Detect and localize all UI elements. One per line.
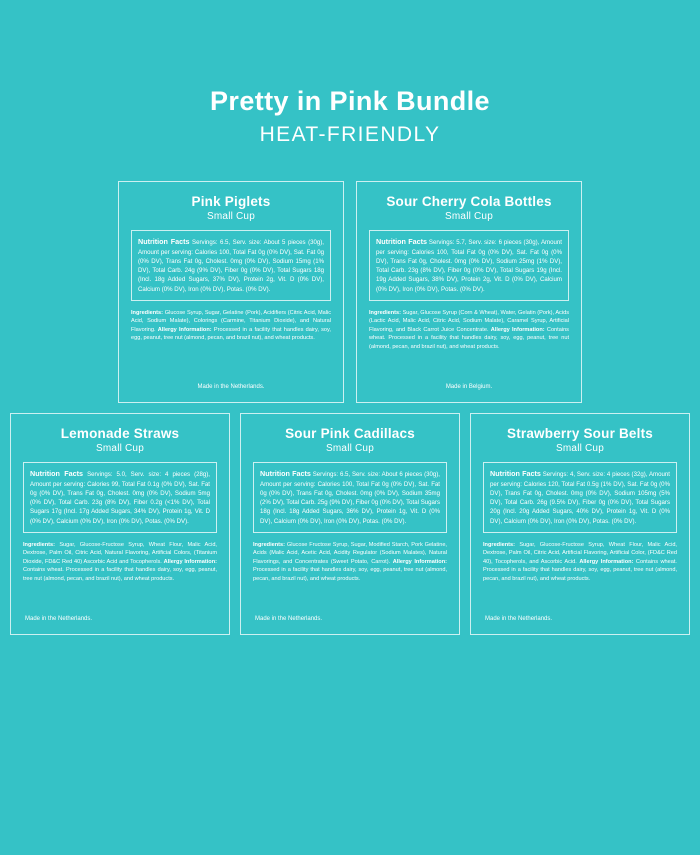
ingredients-text: Sugar, Glucose Syrup (Corn & Wheat), Water, Gelatin (Pork), Acids (Lactic Acid, Malic Acid, Citric Acid, Sodium Malate), Caramel Syrup, Artificial Flavoring, and Black Carrot Juice Concentrate. bbox=[369, 309, 570, 333]
ingredients-block bbox=[369, 309, 569, 352]
ingredients-text: Sugar, Glucose-Fructose Syrup, Wheat Flour, Malic Acid, Dextrose, Palm Oil, Citric Acid, Artificial Flavoring, Artificial Color, (FD&C Red 40), Tocopherols, and Ascorbic Acid. bbox=[483, 541, 677, 565]
product-size: Small Cup bbox=[556, 443, 604, 455]
ingredients-label: Ingredients: bbox=[253, 541, 286, 548]
product-card-grid bbox=[0, 181, 700, 635]
nutrition-facts-text: Servings: 5.7, Serv. size: 6 pieces (30g), Amount per serving: Calories 100, Total Fat 0g (0% DV), Sat. Fat 0g (0% DV), Trans Fat 0g, Cholest. 0mg (0% DV), Sodium 25mg (1% DV), Total Carb. 23g (8% DV), Fiber 0g (0% DV), Total Sugars 19g (Incl. 19g Added Sugars, 38% DV), Protein 2g, Vit. D (0% DV), Calcium (0% DV), Iron (0% DV), Potas. (0% DV). bbox=[376, 239, 562, 293]
nutrition-facts-box bbox=[131, 230, 331, 301]
ingredients-text: Sugar, Glucose-Fructose Syrup, Wheat Flour, Malic Acid, Dextrose, Palm Oil, Citric Acid, Natural Flavoring, Artificial Colors, (Titanium Dioxide, FD&C Red 40) Ascorbic Acid and Tocopherols. bbox=[23, 541, 217, 565]
product-card-pink-piglets bbox=[118, 181, 344, 403]
allergy-text: Processed in a facility that handles dairy, soy, egg, peanut, tree nut (almond, pecan, and brazil nut), and wheat products. bbox=[253, 567, 447, 582]
product-size: Small Cup bbox=[326, 443, 374, 455]
allergy-text: Contains wheat. Processed in a facility that handles dairy, soy, egg, peanut, tree nut (almond, pecan, and brazil nut), and wheat products. bbox=[369, 326, 569, 350]
allergy-text: Contains wheat. Processed in a facility that handles dairy, soy, egg, peanut, tree nut (almond, pecan, and brazil nut), and wheat products. bbox=[483, 558, 677, 582]
nutrition-facts-label: Nutrition Facts bbox=[138, 237, 190, 247]
allergy-label: Allergy Information: bbox=[157, 326, 212, 333]
ingredients-label: Ingredients: bbox=[23, 541, 56, 548]
nutrition-facts-label: Nutrition Facts bbox=[376, 237, 427, 247]
allergy-label: Allergy Information: bbox=[579, 558, 634, 565]
nutrition-facts-text: Servings: 5.0, Serv. size: 4 pieces (28g), Amount per serving: Calories 99, Total Fat 0.1g (0% DV), Sat. Fat 0g (0% DV), Trans Fat 0g, Cholest. 0mg (0% DV), Sodium 5mg (0% DV), Total Carb. 23g (8% DV), Fiber 0.2g (<1% DV), Total Sugars 17g (Incl. 17g Added Sugars, 34% DV), Protein 1g, Vit. D (0% DV), Calcium (0% DV), Iron (0% DV), Potas. (0% DV). bbox=[30, 471, 210, 525]
nutrition-facts-label: Nutrition Facts bbox=[490, 469, 541, 479]
ingredients-block bbox=[253, 541, 447, 584]
page-header bbox=[0, 0, 700, 147]
made-in-text: Made in Belgium. bbox=[445, 384, 493, 390]
nutrition-facts-box bbox=[369, 230, 569, 301]
product-name: Lemonade Straws bbox=[60, 426, 180, 441]
allergy-text: Contains wheat. Processed in a facility that handles dairy, soy, egg, peanut, tree nut (almond, pecan, and brazil nut), and wheat products. bbox=[23, 567, 217, 582]
card-row-top bbox=[0, 181, 700, 403]
product-card-sour-cherry-cola-bottles bbox=[356, 181, 582, 403]
made-in-text: Made in the Netherlands. bbox=[197, 384, 265, 390]
ingredients-text: Glucose Syrup, Sugar, Gelatine (Pork), Acidifiers (Citric Acid, Malic Acid, Sodium Malate), Colorings (Carmine, Titanium Dioxide), and Natural Flavoring. bbox=[131, 309, 332, 333]
made-in-text: Made in the Netherlands. bbox=[25, 616, 93, 622]
nutrition-facts-box bbox=[253, 462, 447, 533]
ingredients-label: Ingredients: bbox=[483, 541, 516, 548]
product-name: Sour Pink Cadillacs bbox=[285, 426, 415, 441]
page-subtitle: HEAT-FRIENDLY bbox=[259, 123, 441, 146]
product-card-sour-pink-cadillacs bbox=[240, 413, 460, 635]
nutrition-facts-text: Servings: 4, Serv. size: 4 pieces (32g), Amount per serving: Calories 120, Total Fat 0.5g (1% DV), Sat. Fat 0g (0% DV), Trans Fat 0g, Cholest. 0mg (0% DV), Sodium 105mg (5% DV), Total Carb. 26g (9.5% DV), Fiber 0g (0% DV), Total Sugars 20g (Incl. 20g Added Sugars, 40% DV), Protein 1g, Vit. D (0% DV), Calcium (0% DV), Iron (0% DV), Potas. (0% DV). bbox=[490, 471, 670, 525]
nutrition-facts-box bbox=[23, 462, 217, 533]
nutrition-facts-label: Nutrition Facts bbox=[260, 469, 311, 479]
made-in-text: Made in the Netherlands. bbox=[485, 616, 553, 622]
ingredients-block bbox=[131, 309, 331, 343]
allergy-label: Allergy Information: bbox=[490, 326, 545, 333]
nutrition-facts-box bbox=[483, 462, 677, 533]
product-name: Pink Piglets bbox=[191, 194, 271, 209]
ingredients-text: Glucose Fructose Syrup, Sugar, Modified Starch, Pork Gelatine, Acids (Malic Acid, Acetic Acid, Acidity Regulator (Sodium Malates), Natural Flavorings, and Concentrates (Sweet Potato, Carrot). bbox=[253, 541, 447, 565]
made-in-text: Made in the Netherlands. bbox=[255, 616, 323, 622]
card-row-bottom bbox=[0, 413, 700, 635]
ingredients-block bbox=[23, 541, 217, 584]
product-size: Small Cup bbox=[207, 211, 255, 223]
page-title: Pretty in Pink Bundle bbox=[210, 86, 490, 116]
ingredients-label: Ingredients: bbox=[369, 309, 402, 316]
product-name: Strawberry Sour Belts bbox=[507, 426, 653, 441]
ingredients-block bbox=[483, 541, 677, 584]
allergy-label: Allergy Information: bbox=[163, 558, 217, 565]
product-name: Sour Cherry Cola Bottles bbox=[386, 194, 552, 209]
product-size: Small Cup bbox=[96, 443, 144, 455]
allergy-label: Allergy Information: bbox=[392, 558, 447, 565]
allergy-text: Processed in a facility that handles dairy, soy, egg, peanut, tree nut (almond, pecan, and brazil nut), and wheat products. bbox=[131, 326, 331, 342]
product-size: Small Cup bbox=[445, 211, 493, 223]
nutrition-facts-text: Servings: 6.5, Serv. size: About 6 pieces (30g), Amount per serving: Calories 100, Total Fat 0g (0% DV), Sat. Fat 0g (0% DV), Trans Fat 0g, Cholest. 0mg (0% DV), Sodium 35mg (2% DV), Total Carb. 25g (9% DV), Fiber 0g (0% DV), Total Sugars 18g (Incl. 18g Added Sugars, 36% DV), Protein 1g, Vit. D (0% DV), Calcium (0% DV), Iron (0% DV), Potas. (0% DV). bbox=[260, 471, 440, 525]
product-card-strawberry-sour-belts bbox=[470, 413, 690, 635]
ingredients-label: Ingredients: bbox=[131, 309, 164, 316]
nutrition-facts-label: Nutrition Facts bbox=[30, 469, 84, 479]
product-card-lemonade-straws bbox=[10, 413, 230, 635]
nutrition-facts-text: Servings: 6.5, Serv. size: About 5 pieces (30g), Amount per serving: Calories 100, Total Fat 0g (0% DV), Sat. Fat 0g (0% DV), Trans Fat 0g, Cholest. 0mg (0% DV), Sodium 15mg (1% DV), Total Carb. 24g (9% DV), Fiber 0g (0% DV), Total Sugars 18g (Incl. 18g Added Sugars, 37% DV), Protein 2g, Vit. D (0% DV), Calcium (0% DV), Iron (0% DV), Potas. (0% DV). bbox=[138, 239, 324, 293]
